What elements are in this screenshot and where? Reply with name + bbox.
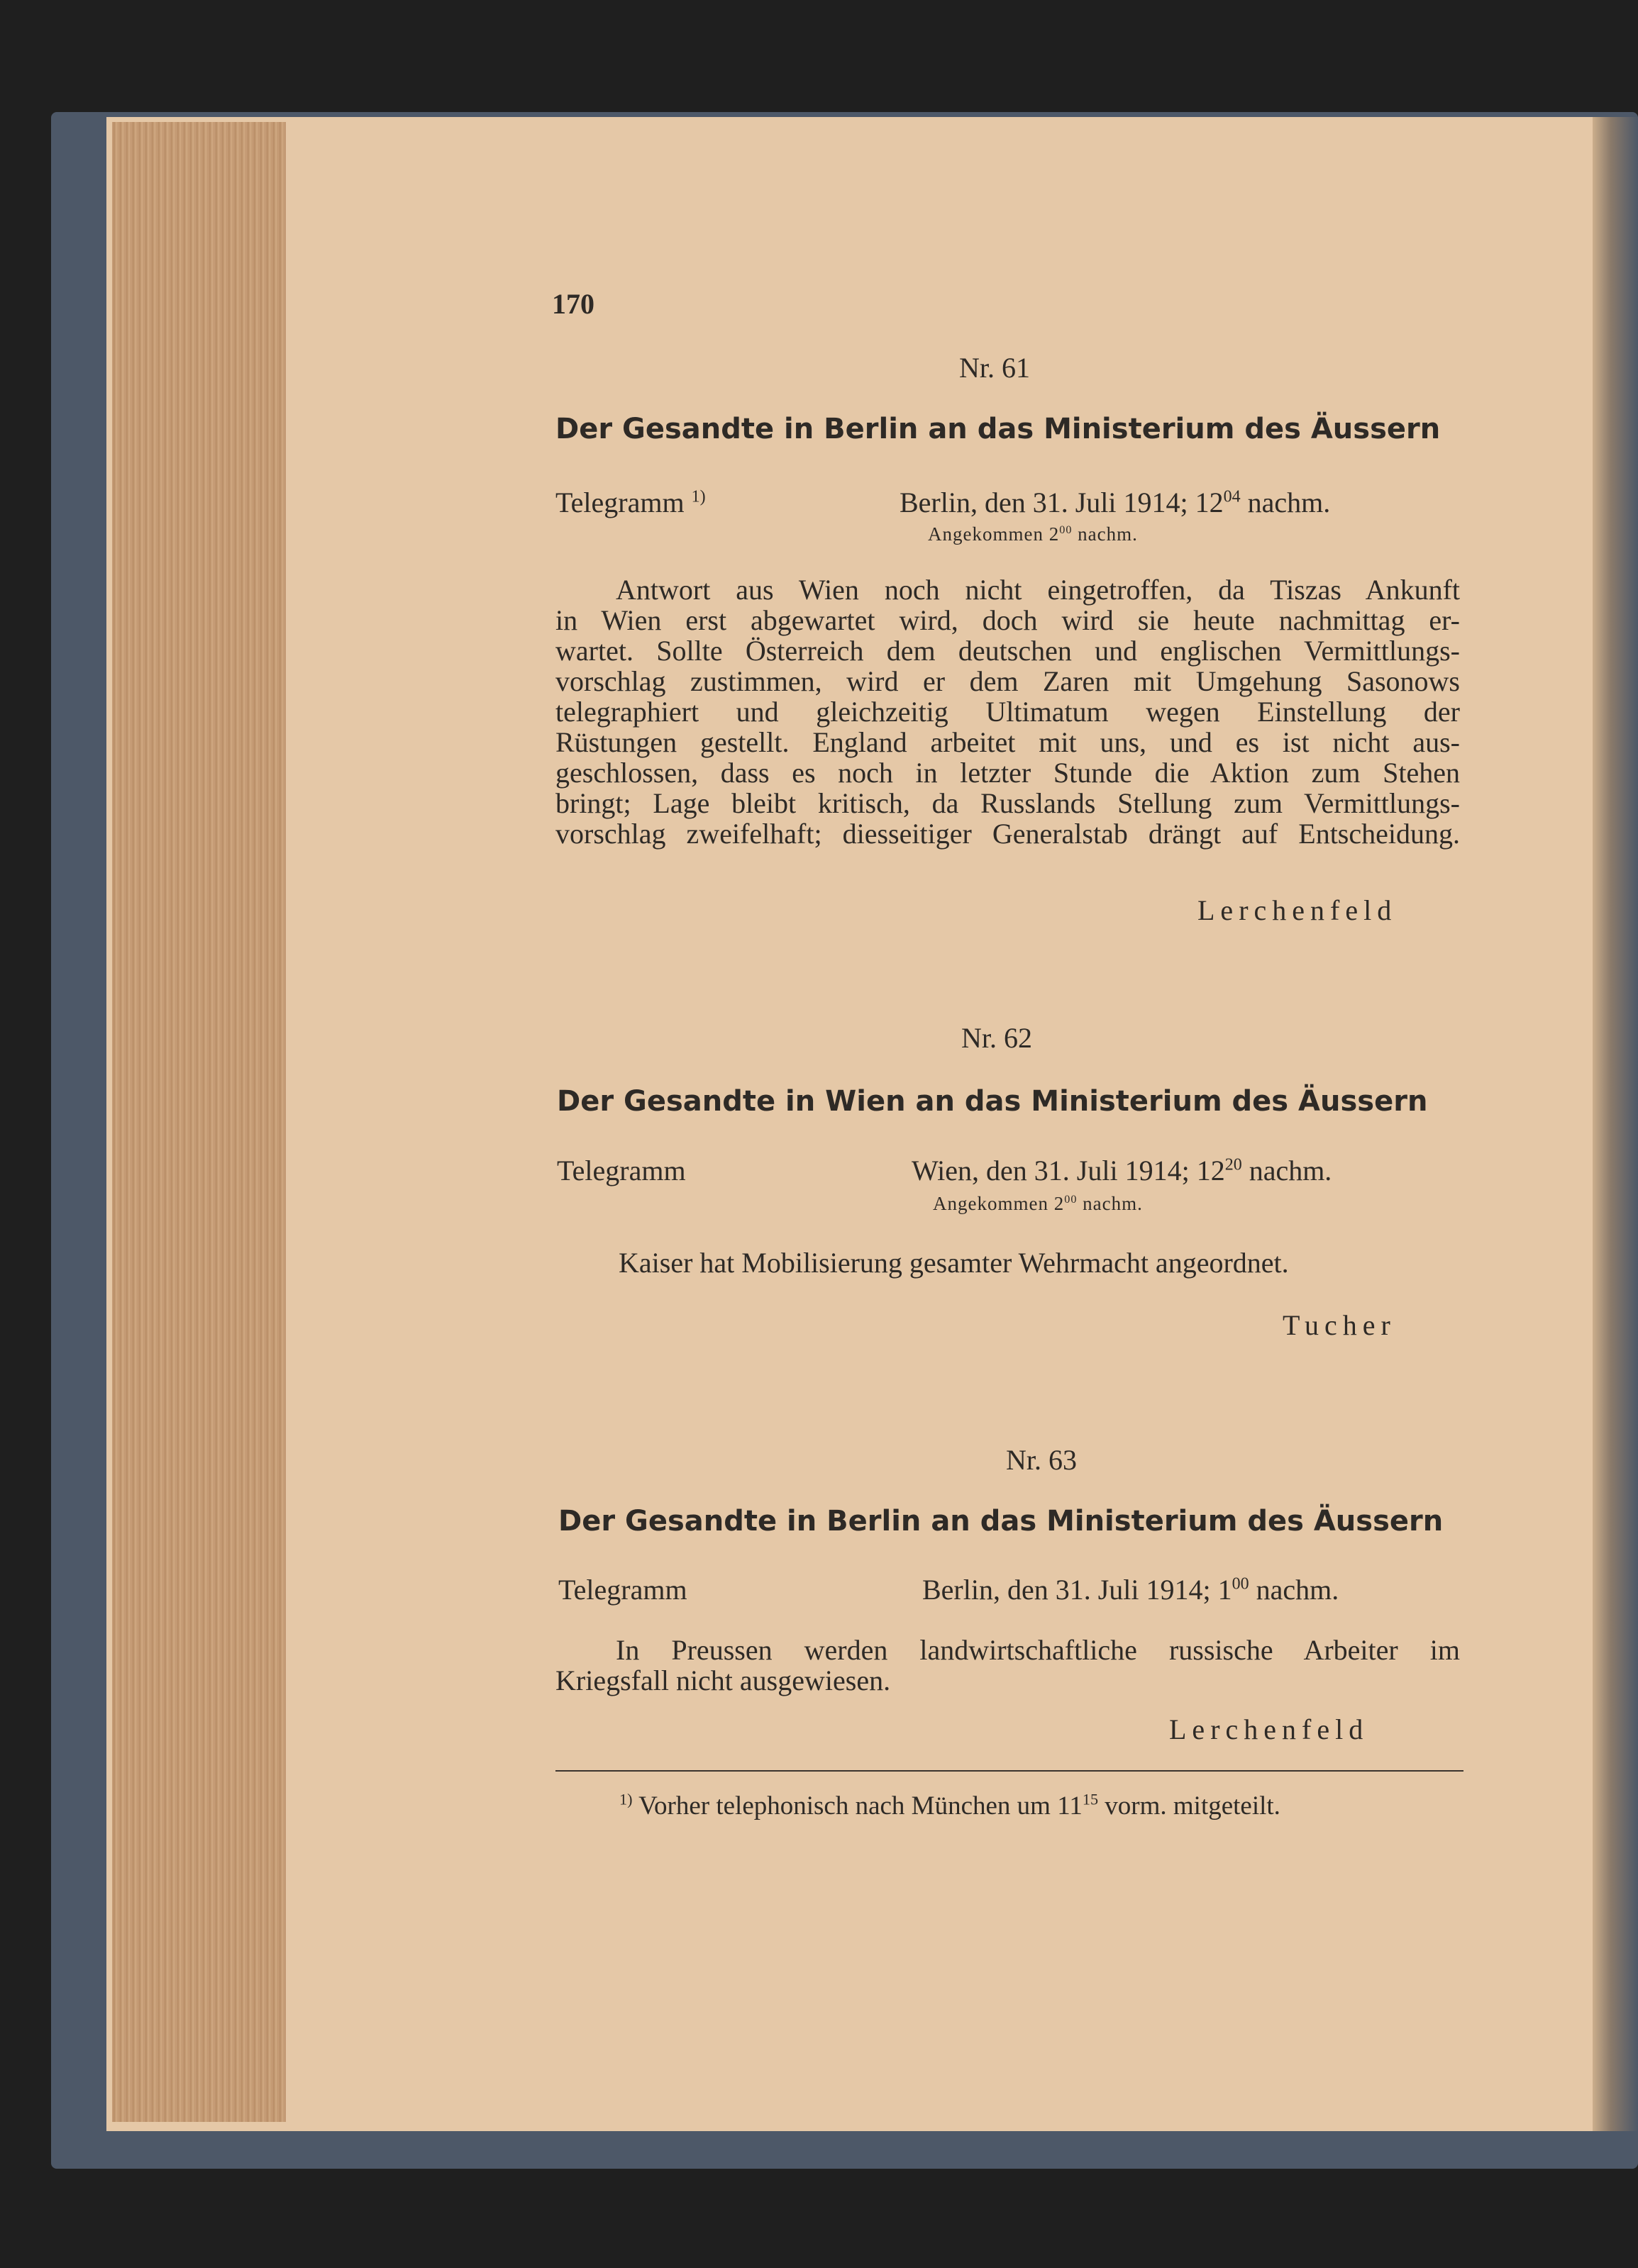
document-heading: Der Gesandte in Wien an das Ministerium des Äussern	[557, 1085, 1428, 1118]
body-line: In Preussen werden landwirtschaftliche russische Arbeiter im	[616, 1634, 1460, 1666]
body-line: wartet. Sollte Österreich dem deutschen und englischen Vermittlungs-	[555, 635, 1460, 667]
document-number: Nr. 62	[961, 1022, 1032, 1054]
received-time: Angekommen $2^{00}$ nachm.	[933, 1193, 1143, 1214]
document-body	[555, 1635, 1460, 1696]
document-number: Nr. 61	[959, 352, 1030, 384]
body-line: Rüstungen gestellt. England arbeitet mit uns, und es ist nicht aus-	[555, 726, 1460, 758]
body-line: vorschlag zweifelhaft; diesseitiger Generalstab drängt auf Entscheidung.	[555, 818, 1460, 850]
body-line: vorschlag zustimmen, wird er dem Zaren mit Umgehung Sasonows	[555, 665, 1460, 697]
page-edges	[112, 122, 286, 2122]
body-line: telegraphiert und gleichzeitig Ultimatum wegen Einstellung der	[555, 696, 1460, 728]
footnote-ref: 1)	[691, 487, 706, 506]
footnote-rule	[555, 1770, 1463, 1772]
document-number: Nr. 63	[1006, 1444, 1077, 1476]
document-body: Kaiser hat Mobilisierung gesamter Wehrmacht angeordnet.	[619, 1247, 1289, 1279]
document-heading: Der Gesandte in Berlin an das Ministerium des Äussern	[555, 413, 1441, 445]
document-type: Telegramm	[558, 1574, 687, 1606]
body-line: in Wien erst abgewartet wird, doch wird sie heute nachmittag er-	[555, 604, 1460, 636]
received-time: Angekommen $2^{00}$ nachm.	[928, 523, 1138, 545]
document-type: Telegramm $^{1)}$	[555, 487, 706, 518]
signature: Lerchenfeld	[1169, 1713, 1369, 1745]
signature: Tucher	[1283, 1309, 1396, 1341]
body-line: bringt; Lage bleibt kritisch, da Russlands Stellung zum Vermittlungs-	[555, 787, 1460, 819]
footnote: $^{1)}$ Vorher telephonisch nach München um $11^{15}$ vorm. mitgeteilt.	[619, 1790, 1280, 1820]
document-heading: Der Gesandte in Berlin an das Ministerium des Äussern	[558, 1505, 1444, 1538]
document-body	[555, 574, 1460, 849]
page-number: 170	[552, 288, 594, 320]
body-line: Kriegsfall nicht ausgewiesen.	[555, 1664, 891, 1696]
signature: Lerchenfeld	[1197, 894, 1398, 926]
place-date: Berlin, den 31. Juli 1914; $12^{04}$ nachm.	[900, 487, 1331, 518]
book-gutter	[1593, 117, 1638, 2131]
body-line: Antwort aus Wien noch nicht eingetroffen, da Tiszas Ankunft	[616, 574, 1460, 606]
body-line: geschlossen, dass es noch in letzter Stunde die Aktion zum Stehen	[555, 757, 1460, 789]
place-date: Wien, den 31. Juli 1914; $12^{20}$ nachm.	[912, 1155, 1332, 1186]
place-date: Berlin, den 31. Juli 1914; $1^{00}$ nachm.	[922, 1574, 1339, 1606]
document-type: Telegramm	[557, 1155, 686, 1186]
